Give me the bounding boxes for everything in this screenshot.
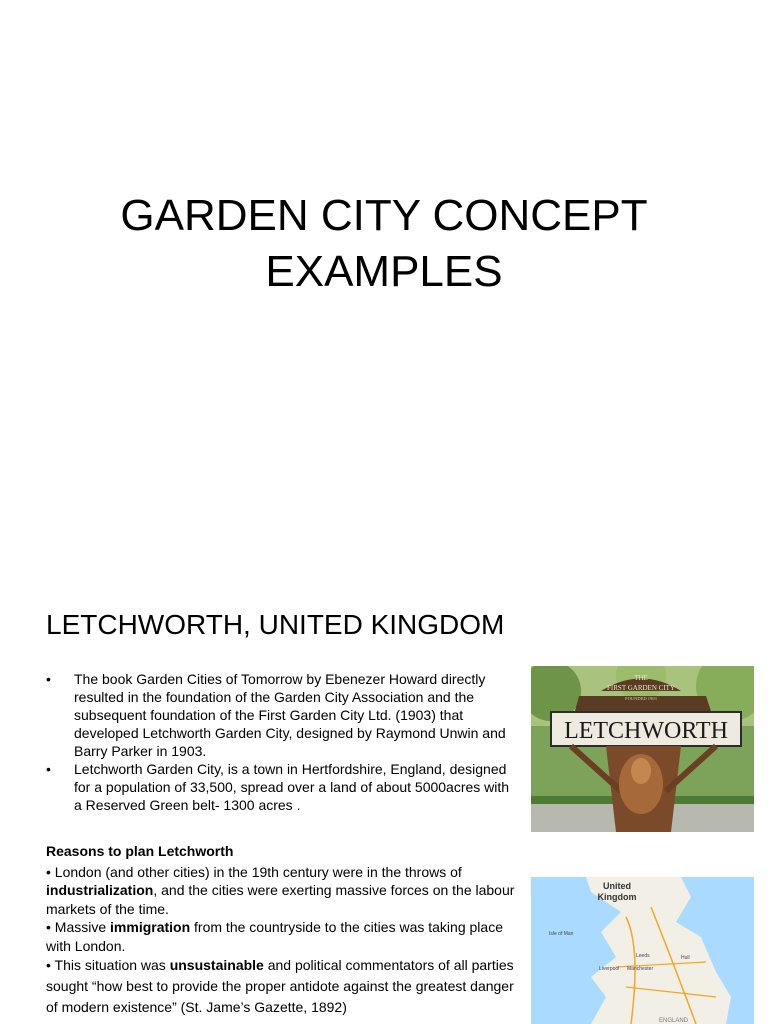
uk-map: [531, 877, 754, 1024]
letchworth-sign-photo: [531, 666, 754, 832]
map-label-region: ENGLAND: [659, 1018, 689, 1024]
bullet-marker: •: [46, 761, 51, 777]
slide-title-line-1: GARDEN CITY CONCEPT: [120, 191, 648, 240]
reason-text: from the countryside to the cities was taking place with London.: [46, 919, 503, 954]
map-label-city: Hull: [681, 955, 690, 961]
map-label-city: Liverpool: [599, 966, 620, 972]
bullet-item: [46, 760, 516, 814]
reason-text: • Massive: [46, 919, 111, 935]
reasons-section: [46, 842, 516, 1018]
reason-item: [46, 863, 516, 919]
sign-main-text: LETCHWORTH: [564, 718, 728, 744]
bullet-text: The book Garden Cities of Tomorrow by Ebenezer Howard directly resulted in the foundation of the Garden City Association and the subsequent foundation of the First Garden City Ltd. (1903) that developed Letchworth Garden City, designed by Raymond Unwin and Barry Parker in 1903.: [74, 671, 506, 759]
letchworth-slide: [0, 580, 768, 1024]
reason-text: and political commentators of all parties sought “how best to provide the proper antidote against the greatest danger of modern existence” (St. Jame’s Gazette, 1892): [46, 957, 514, 1015]
slide-title: [0, 188, 768, 300]
sign-sub-text: FOUNDED 1903: [625, 696, 657, 701]
map-label-country: United: [603, 881, 631, 891]
map-label-isle: Isle of Man: [549, 931, 574, 937]
slide-heading: LETCHWORTH, UNITED KINGDOM: [46, 609, 505, 640]
sign-top-text: THE: [634, 674, 648, 682]
reason-text: • London (and other cities) in the 19th century were in the throws of: [46, 863, 462, 880]
reason-text: , and the cities were exerting massive forces on the labour markets of the time.: [46, 882, 515, 917]
bullet-text: Letchworth Garden City, is a town in Hertfordshire, England, designed for a population of 33,500, spread over a land of about 5000acres with a Reserved Green belt- 1300 acres .: [74, 761, 510, 813]
reasons-title: Reasons to plan Letchworth: [46, 843, 234, 859]
map-label-city: Manchester: [627, 966, 654, 972]
sign-arc-text: FIRST GARDEN CITY: [607, 684, 675, 692]
reason-item: [46, 918, 516, 955]
reason-item: [46, 955, 516, 1018]
bullet-marker: •: [46, 671, 51, 687]
map-label-country-2: Kingdom: [597, 892, 637, 902]
reason-keyword: industrialization: [46, 882, 154, 898]
bullet-list: [46, 670, 516, 814]
slide-title-line-2: EXAMPLES: [265, 247, 503, 296]
reason-text: • This situation was: [46, 957, 170, 973]
map-label-city: Leeds: [636, 953, 650, 959]
reason-keyword: immigration: [110, 919, 191, 935]
bullet-item: [46, 670, 516, 760]
reason-keyword: unsustainable: [169, 957, 264, 973]
